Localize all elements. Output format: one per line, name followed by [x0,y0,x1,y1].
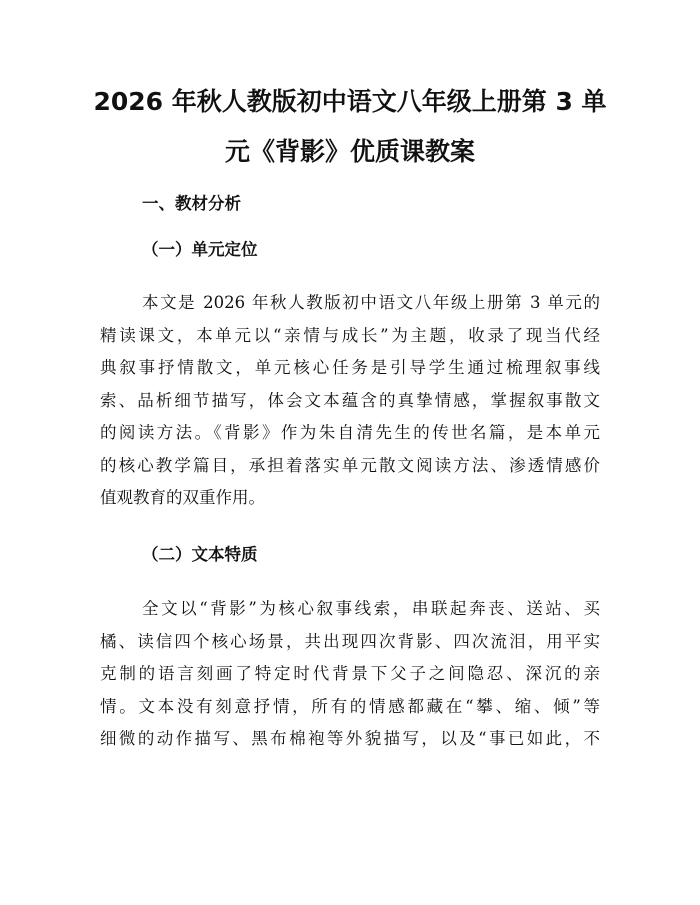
subsection-heading-text-features: （二）文本特质 [142,545,258,564]
paragraph-line: 全文以“背影”为核心叙事线索，串联起奔丧、送站、买 [142,599,600,618]
paragraph-line: 的阅读方法。《背影》作为朱自清先生的传世名篇，是本单元 [100,423,600,442]
document-title-line-1: 2026 年秋人教版初中语文八年级上册第 3 单 [93,87,607,116]
paragraph-line: 本文是 2026 年秋人教版初中语文八年级上册第 3 单元的 [142,293,600,312]
subsection-heading-unit-position: （一）单元定位 [142,240,258,259]
paragraph-line: 的核心教学篇目，承担着落实单元散文阅读方法、渗透情感价 [100,455,600,475]
section-heading-textbook-analysis: 一、教材分析 [142,194,241,213]
paragraph-line: 精读课文，本单元以“亲情与成长”为主题，收录了现当代经 [100,325,600,345]
paragraph-unit-position [100,287,600,515]
paragraph-line: 值观教育的双重作用。 [100,488,265,507]
paragraph-line: 情。文本没有刻意抒情，所有的情感都藏在“攀、缩、倾”等 [100,696,600,716]
document-title-line-2: 元《背影》优质课教案 [224,137,475,166]
paragraph-line: 索、品析细节描写，体会文本蕴含的真挚情感，掌握叙事散文 [100,390,600,410]
paragraph-line: 典叙事抒情散文，单元核心任务是引导学生通过梳理叙事线 [100,358,600,377]
paragraph-line: 细微的动作描写、黑布棉袍等外貌描写，以及“事已如此，不 [100,729,600,748]
paragraph-line: 克制的语言刻画了特定时代背景下父子之间隐忍、深沉的亲 [100,664,600,683]
paragraph-text-features [100,593,600,756]
paragraph-line: 橘、读信四个核心场景，共出现四次背影、四次流泪，用平实 [100,631,600,651]
